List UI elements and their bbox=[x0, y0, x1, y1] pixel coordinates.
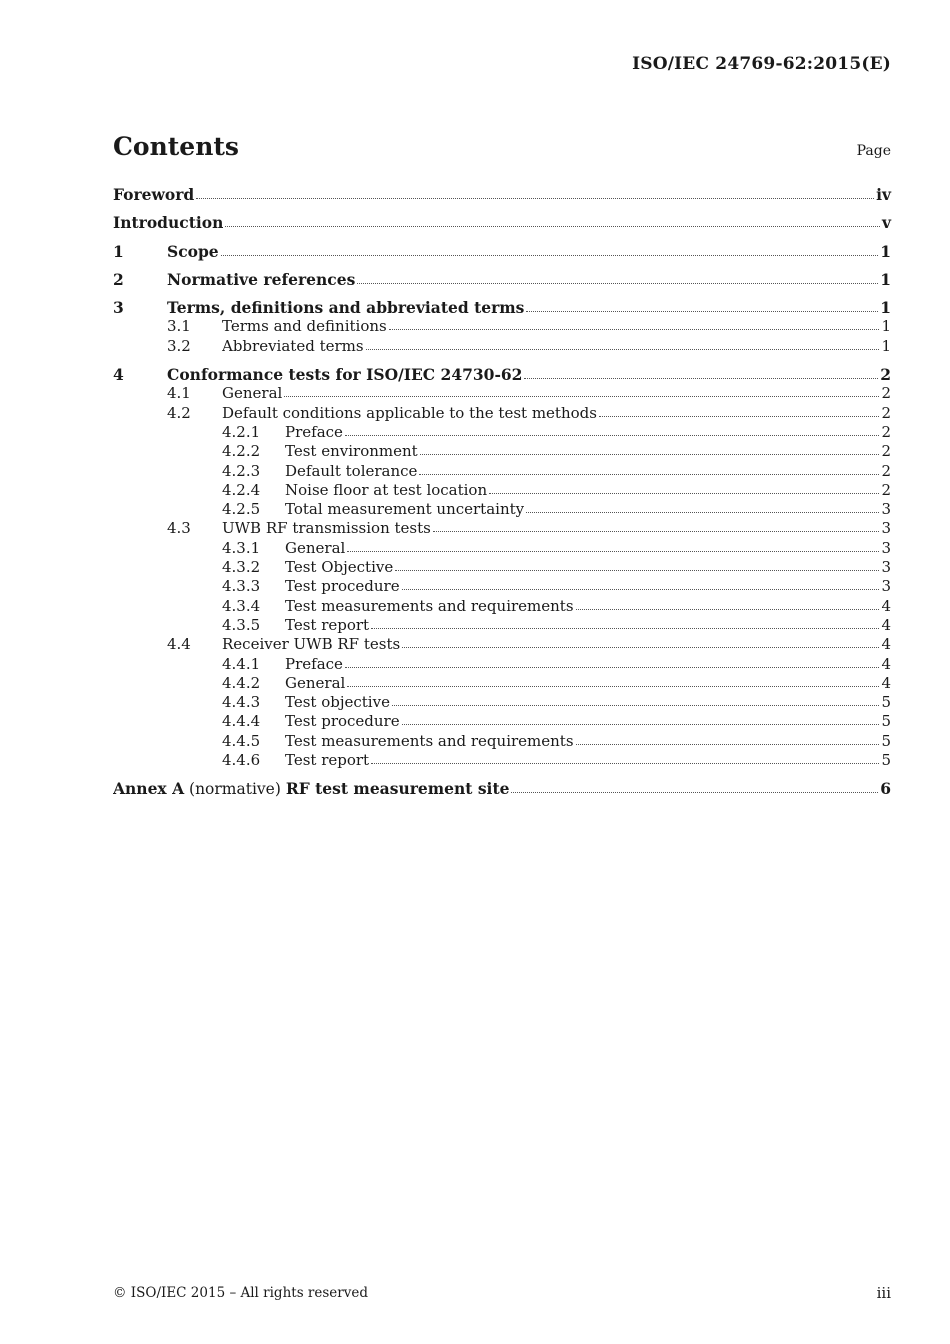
toc-entry-title: Default conditions applicable to the test methods bbox=[222, 403, 597, 422]
dot-leader bbox=[433, 525, 880, 532]
toc-entry-number: 3.1 bbox=[167, 317, 191, 336]
toc-entry-number: 2 bbox=[113, 269, 124, 289]
toc-entry[interactable] bbox=[113, 655, 891, 674]
toc-entry-page: v bbox=[881, 213, 891, 233]
annex-note: (normative) bbox=[184, 780, 286, 799]
dot-leader bbox=[489, 487, 879, 494]
toc-entry-page: iv bbox=[876, 185, 891, 204]
toc-entry-page: 2 bbox=[881, 442, 891, 461]
toc-entry[interactable] bbox=[113, 500, 891, 519]
toc-entry-number: 4.3.3 bbox=[222, 577, 261, 596]
toc-entry[interactable] bbox=[113, 481, 891, 500]
copyright-notice: © ISO/IEC 2015 – All rights reserved bbox=[113, 1285, 368, 1301]
toc-entry[interactable] bbox=[113, 442, 891, 461]
toc-entry-title: Test procedure bbox=[285, 712, 400, 731]
toc-entry-title: Test objective bbox=[285, 693, 390, 712]
toc-entry-number: 4.2.5 bbox=[222, 500, 261, 519]
toc-entry-page: 1 bbox=[881, 317, 891, 336]
toc-entry-number: 4.4 bbox=[167, 635, 191, 654]
toc-entry[interactable] bbox=[113, 539, 891, 558]
toc-entry[interactable] bbox=[113, 779, 891, 798]
dot-leader bbox=[419, 468, 879, 475]
toc-entry-page: 5 bbox=[881, 751, 891, 770]
dot-leader bbox=[357, 277, 878, 284]
toc-entry-page: 3 bbox=[881, 538, 891, 557]
toc-entry-number: 4.2.3 bbox=[222, 461, 261, 480]
dot-leader bbox=[347, 680, 879, 687]
toc-entry-page: 5 bbox=[881, 693, 891, 712]
toc-entry-page: 5 bbox=[881, 731, 891, 750]
toc-entry-page: 2 bbox=[881, 403, 891, 422]
toc-entry-page: 2 bbox=[881, 422, 891, 441]
toc-entry-number: 4.3.1 bbox=[222, 538, 261, 557]
toc-entry-number: 4.2 bbox=[167, 403, 191, 422]
toc-entry-number: 4.3.5 bbox=[222, 615, 261, 634]
dot-leader bbox=[371, 622, 879, 629]
toc-entry[interactable] bbox=[113, 462, 891, 481]
toc-entry[interactable] bbox=[113, 404, 891, 423]
toc-entry[interactable] bbox=[113, 384, 891, 403]
dot-leader bbox=[524, 372, 878, 379]
toc-entry-title: Preface bbox=[285, 422, 343, 441]
toc-entry-page: 3 bbox=[881, 558, 891, 577]
toc-entry-title: Normative references bbox=[167, 269, 356, 289]
dot-leader bbox=[526, 506, 879, 513]
toc-entry[interactable] bbox=[113, 751, 891, 770]
toc-entry-number: 4.4.5 bbox=[222, 731, 261, 750]
dot-leader bbox=[345, 429, 880, 436]
dot-leader bbox=[371, 757, 879, 764]
document-identifier: ISO/IEC 24769-62:2015(E) bbox=[632, 54, 891, 74]
toc-entry-title: Test measurements and requirements bbox=[285, 731, 574, 750]
toc-entry-title bbox=[113, 779, 509, 799]
toc-entry-number: 4.4.4 bbox=[222, 712, 261, 731]
toc-entry-number: 4.4.1 bbox=[222, 654, 261, 673]
toc-entry-page: 2 bbox=[881, 461, 891, 480]
toc-entry[interactable] bbox=[113, 597, 891, 616]
toc-entry-number: 4.3.4 bbox=[222, 596, 261, 615]
toc-entry-title: General bbox=[285, 673, 346, 692]
dot-leader bbox=[389, 323, 880, 330]
toc-entry-page: 4 bbox=[881, 615, 891, 634]
dot-leader bbox=[576, 738, 880, 745]
dot-leader bbox=[347, 545, 879, 552]
toc-entry-page: 4 bbox=[881, 596, 891, 615]
toc-entry-title: General bbox=[222, 384, 283, 403]
toc-entry-title: Default tolerance bbox=[285, 461, 418, 480]
dot-leader bbox=[395, 564, 879, 571]
page-column-label: Page bbox=[856, 143, 891, 159]
toc-entry-title: Scope bbox=[167, 241, 219, 261]
toc-entry-title: Conformance tests for ISO/IEC 24730-62 bbox=[167, 365, 523, 385]
toc-entry-number: 4.2.1 bbox=[222, 422, 261, 441]
toc-entry[interactable] bbox=[113, 712, 891, 731]
toc-entry-number: 4.1 bbox=[167, 384, 191, 403]
toc-entry-page: 6 bbox=[880, 779, 891, 799]
dot-leader bbox=[392, 699, 880, 706]
toc-entry-page: 4 bbox=[881, 635, 891, 654]
dot-leader bbox=[599, 410, 880, 417]
toc-entry-number: 3 bbox=[113, 298, 124, 318]
toc-entry[interactable] bbox=[113, 616, 891, 635]
toc-entry-title: Total measurement uncertainty bbox=[285, 500, 525, 519]
toc-entry-page: 2 bbox=[881, 480, 891, 499]
toc-entry-number: 4.3.2 bbox=[222, 558, 261, 577]
dot-leader bbox=[402, 718, 880, 725]
toc-entry-title: Test measurements and requirements bbox=[285, 596, 574, 615]
table-of-contents bbox=[113, 185, 891, 799]
toc-entry-title: Test Objective bbox=[285, 558, 394, 577]
toc-entry[interactable] bbox=[113, 732, 891, 751]
dot-leader bbox=[284, 390, 879, 397]
dot-leader bbox=[511, 786, 878, 793]
toc-entry-title: Terms, definitions and abbreviated terms bbox=[167, 298, 525, 318]
toc-entry-title: Receiver UWB RF tests bbox=[222, 635, 401, 654]
toc-entry[interactable] bbox=[113, 577, 891, 596]
toc-entry-title: Test procedure bbox=[285, 577, 400, 596]
toc-entry-page: 2 bbox=[881, 384, 891, 403]
toc-entry[interactable] bbox=[113, 185, 891, 204]
toc-entry-number: 4.2.4 bbox=[222, 480, 261, 499]
toc-entry-page: 1 bbox=[880, 269, 891, 289]
toc-entry-number: 4.4.2 bbox=[222, 673, 261, 692]
toc-entry-title: Test environment bbox=[285, 442, 418, 461]
toc-entry-title: Test report bbox=[285, 751, 370, 770]
toc-entry-page: 5 bbox=[881, 712, 891, 731]
annex-label: Annex A bbox=[113, 779, 185, 799]
toc-entry-title: General bbox=[285, 538, 346, 557]
toc-entry-number: 1 bbox=[113, 241, 124, 261]
contents-heading: Contents bbox=[113, 132, 240, 161]
toc-entry-page: 1 bbox=[881, 336, 891, 355]
toc-entry-number: 4.2.2 bbox=[222, 442, 261, 461]
toc-entry-number: 4 bbox=[113, 365, 124, 385]
dot-leader bbox=[576, 603, 880, 610]
toc-entry[interactable] bbox=[113, 337, 891, 356]
toc-entry[interactable] bbox=[113, 519, 891, 538]
toc-entry[interactable] bbox=[113, 635, 891, 654]
toc-entry-title: UWB RF transmission tests bbox=[222, 519, 431, 538]
toc-entry[interactable] bbox=[113, 365, 891, 384]
toc-entry[interactable] bbox=[113, 317, 891, 336]
toc-entry-page: 2 bbox=[880, 365, 891, 385]
dot-leader bbox=[402, 583, 880, 590]
dot-leader bbox=[366, 343, 880, 350]
dot-leader bbox=[196, 192, 874, 199]
toc-entry-page: 3 bbox=[881, 500, 891, 519]
toc-entry-page: 1 bbox=[880, 298, 891, 318]
annex-title: RF test measurement site bbox=[285, 779, 510, 799]
toc-entry-title: Test report bbox=[285, 615, 370, 634]
toc-entry-title: Noise floor at test location bbox=[285, 480, 488, 499]
toc-entry-title: Preface bbox=[285, 654, 343, 673]
toc-entry-page: 3 bbox=[881, 519, 891, 538]
dot-leader bbox=[221, 249, 879, 256]
toc-entry-title: Foreword bbox=[113, 185, 195, 204]
dot-leader bbox=[402, 641, 879, 648]
toc-entry-number: 4.4.6 bbox=[222, 751, 261, 770]
toc-entry[interactable] bbox=[113, 558, 891, 577]
toc-entry[interactable] bbox=[113, 693, 891, 712]
toc-entry-page: 1 bbox=[880, 241, 891, 261]
toc-entry-number: 4.4.3 bbox=[222, 693, 261, 712]
toc-entry[interactable] bbox=[113, 674, 891, 693]
toc-entry-number: 3.2 bbox=[167, 336, 191, 355]
toc-entry[interactable] bbox=[113, 423, 891, 442]
toc-entry[interactable] bbox=[113, 242, 891, 261]
toc-entry-page: 4 bbox=[881, 673, 891, 692]
toc-entry-page: 4 bbox=[881, 654, 891, 673]
toc-entry-title: Introduction bbox=[113, 213, 224, 233]
dot-leader bbox=[225, 220, 880, 227]
dot-leader bbox=[420, 448, 880, 455]
toc-entry-number: 4.3 bbox=[167, 519, 191, 538]
toc-entry-title: Abbreviated terms bbox=[222, 336, 364, 355]
page-number: iii bbox=[876, 1284, 891, 1302]
toc-entry-title: Terms and definitions bbox=[222, 317, 387, 336]
dot-leader bbox=[345, 661, 880, 668]
dot-leader bbox=[526, 305, 878, 312]
toc-entry[interactable] bbox=[113, 298, 891, 317]
toc-entry[interactable] bbox=[113, 213, 891, 232]
toc-entry[interactable] bbox=[113, 270, 891, 289]
toc-entry-page: 3 bbox=[881, 577, 891, 596]
